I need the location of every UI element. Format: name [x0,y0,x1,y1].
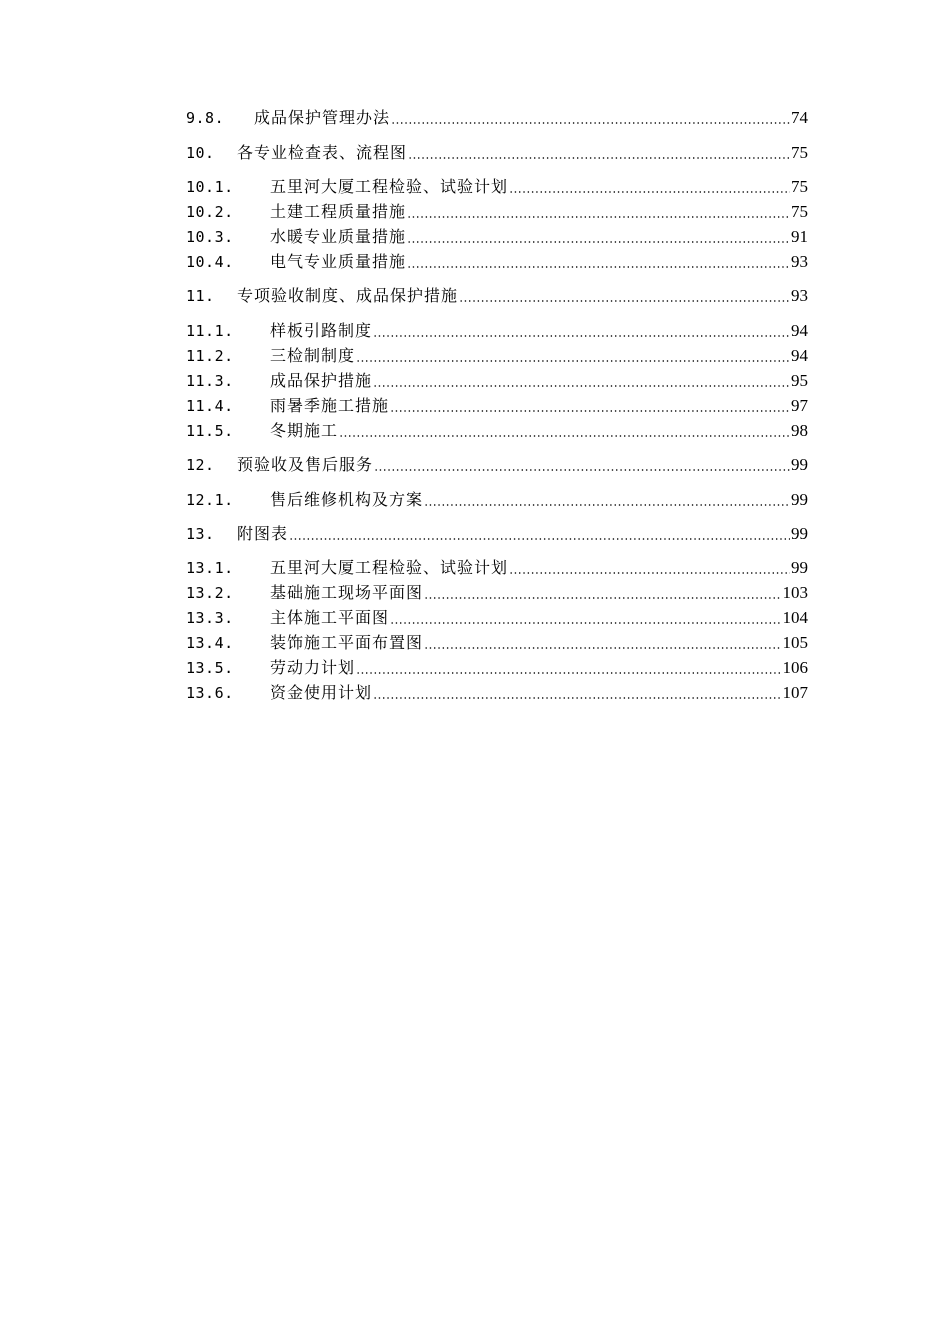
toc-entry-title: 劳动力计划 [270,658,356,677]
toc-entry-page: 93 [791,286,808,305]
toc-entry-title: 各专业检查表、流程图 [237,143,408,162]
toc-dot-leader [373,385,790,387]
toc-entry-11-2[interactable] [186,342,808,366]
toc-dot-leader [509,191,790,193]
toc-entry-page: 94 [791,346,808,365]
toc-entry-number: 13. [186,525,215,543]
toc-entry-page: 75 [791,202,808,221]
toc-entry-number: 12. [186,456,215,474]
toc-entry-title: 水暖专业质量措施 [270,227,407,246]
toc-entry-11-4[interactable] [186,392,808,416]
toc-dot-leader [459,300,790,302]
toc-entry-title: 电气专业质量措施 [270,252,407,271]
toc-entry-page: 99 [791,524,808,543]
toc-dot-leader [374,469,790,471]
toc-entry-title: 样板引路制度 [270,321,373,340]
toc-entry-13[interactable] [186,520,808,544]
toc-entry-number: 10.4. [186,253,234,271]
toc-entry-title: 主体施工平面图 [270,608,390,627]
toc-entry-title: 售后维修机构及方案 [270,490,424,509]
toc-entry-11-5[interactable] [186,417,808,441]
toc-entry-page: 99 [791,558,808,577]
toc-dot-leader [407,216,790,218]
toc-entry-title: 五里河大厦工程检验、试验计划 [270,177,509,196]
toc-entry-page: 99 [791,490,808,509]
toc-entry-title: 土建工程质量措施 [270,202,407,221]
toc-entry-13-2[interactable] [186,579,808,603]
toc-entry-title: 冬期施工 [270,421,339,440]
toc-entry-number: 11.1. [186,322,234,340]
toc-entry-page: 99 [791,455,808,474]
toc-entry-number: 11. [186,287,215,305]
toc-entry-13-5[interactable] [186,654,808,678]
toc-entry-page: 97 [791,396,808,415]
toc-entry-page: 95 [791,371,808,390]
toc-entry-number: 11.3. [186,372,234,390]
toc-entry-title: 三检制制度 [270,346,356,365]
toc-entry-page: 106 [782,658,808,677]
toc-dot-leader [356,672,781,674]
toc-dot-leader [407,266,790,268]
toc-entry-title: 预验收及售后服务 [237,455,374,474]
toc-entry-number: 9.8. [186,109,225,127]
toc-entry-page: 98 [791,421,808,440]
toc-entry-number: 10.2. [186,203,234,221]
toc-entry-13-4[interactable] [186,629,808,653]
toc-dot-leader [391,122,790,124]
toc-entry-page: 103 [782,583,808,602]
toc-entry-12-1[interactable] [186,486,808,510]
toc-entry-12[interactable] [186,451,808,475]
toc-entry-title: 专项验收制度、成品保护措施 [237,286,459,305]
toc-entry-page: 104 [782,608,808,627]
toc-entry-11-1[interactable] [186,317,808,341]
toc-dot-leader [408,157,790,159]
toc-entry-13-6[interactable] [186,679,808,703]
toc-entry-10-2[interactable] [186,198,808,222]
toc-entry-10-1[interactable] [186,173,808,197]
toc-entry-title: 成品保护措施 [270,371,373,390]
toc-entry-9-8[interactable] [186,104,808,128]
toc-entry-title: 雨暑季施工措施 [270,396,390,415]
toc-entry-number: 13.5. [186,659,234,677]
toc-entry-page: 105 [782,633,808,652]
toc-dot-leader [424,504,790,506]
toc-entry-number: 13.6. [186,684,234,702]
toc-entry-title: 五里河大厦工程检验、试验计划 [270,558,509,577]
toc-dot-leader [339,435,790,437]
toc-entry-13-3[interactable] [186,604,808,628]
toc-entry-number: 12.1. [186,491,234,509]
toc-entry-page: 93 [791,252,808,271]
toc-entry-page: 91 [791,227,808,246]
toc-entry-11[interactable] [186,282,808,306]
toc-dot-leader [390,410,790,412]
toc-entry-number: 11.4. [186,397,234,415]
toc-dot-leader [407,241,790,243]
toc-entry-page: 107 [782,683,808,702]
toc-entry-number: 13.2. [186,584,234,602]
toc-entry-page: 75 [791,177,808,196]
toc-entry-number: 13.3. [186,609,234,627]
toc-dot-leader [390,622,781,624]
toc-dot-leader [373,335,790,337]
toc-entry-10-3[interactable] [186,223,808,247]
toc-dot-leader [424,647,781,649]
toc-entry-title: 资金使用计划 [270,683,373,702]
toc-entry-title: 成品保护管理办法 [254,108,391,127]
toc-entry-number: 13.1. [186,559,234,577]
toc-entry-11-3[interactable] [186,367,808,391]
toc-entry-title: 基础施工现场平面图 [270,583,424,602]
toc-entry-number: 11.5. [186,422,234,440]
toc-entry-title: 装饰施工平面布置图 [270,633,424,652]
toc-entry-page: 74 [791,108,808,127]
toc-entry-number: 10. [186,144,215,162]
toc-dot-leader [424,597,781,599]
toc-dot-leader [289,538,790,540]
toc-entry-number: 11.2. [186,347,234,365]
toc-entry-number: 13.4. [186,634,234,652]
toc-dot-leader [509,572,790,574]
toc-entry-page: 75 [791,143,808,162]
toc-entry-number: 10.1. [186,178,234,196]
toc-entry-page: 94 [791,321,808,340]
toc-entry-13-1[interactable] [186,554,808,578]
toc-entry-title: 附图表 [237,524,289,543]
toc-dot-leader [373,697,781,699]
toc-entry-number: 10.3. [186,228,234,246]
toc-entry-10[interactable] [186,139,808,163]
toc-dot-leader [356,360,790,362]
toc-entry-10-4[interactable] [186,248,808,272]
